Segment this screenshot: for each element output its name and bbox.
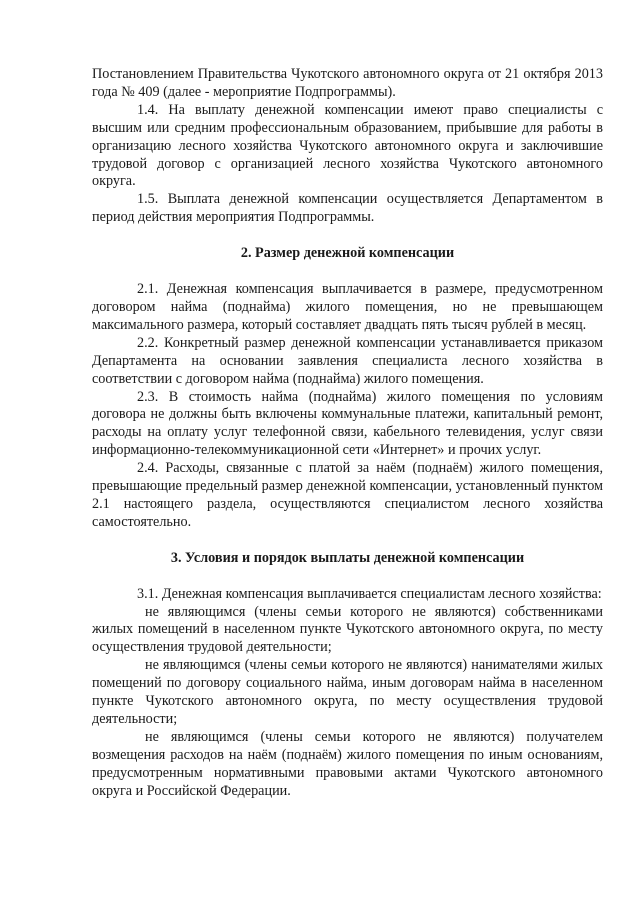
- section-3-heading: 3. Условия и порядок выплаты денежной компенсации: [170, 549, 525, 566]
- paragraph-intro-continuation: Постановлением Правительства Чукотского автономного округа от 21 октября 2013 года № 409 (далее - мероприятие Подпрограммы).: [92, 66, 603, 100]
- paragraph-2-1: 2.1. Денежная компенсация выплачивается в размере, предусмотренном договором найма (поднайма) жилого помещения, но не превышающем максимального размера, который составляет двадцать пять тысяч рублей в месяц.: [92, 281, 603, 333]
- section-2-heading: 2. Размер денежной компенсации: [240, 245, 455, 262]
- paragraph-2-2: 2.2. Конкретный размер денежной компенсации устанавливается приказом Департамента на основании заявления специалиста лесного хозяйства в соответствии с договором найма (поднайма) жилого помещения.: [92, 334, 603, 387]
- document-page: [92, 66, 603, 801]
- paragraph-3-1: 3.1. Денежная компенсация выплачивается специалистам лесного хозяйства:: [137, 585, 602, 602]
- list-item: не являющимся (члены семьи которого не являются) нанимателями жилых помещений по договору социального найма, иным договорам найма в населенном пункте Чукотского автономного округа, по месту осуществления трудовой деятельности;: [92, 657, 603, 727]
- paragraph-1-4: 1.4. На выплату денежной компенсации имеют право специалисты с высшим или средним профессиональным образованием, прибывшие для работы в организацию лесного хозяйства Чукотского автономного округа и заключившие трудовой договор с организацией лесного хозяйства Чукотского автономного округа.: [92, 101, 603, 190]
- list-item: не являющимся (члены семьи которого не являются) собственниками жилых помещений в населенном пункте Чукотского автономного округа, по месту осуществления трудовой деятельности;: [92, 603, 603, 656]
- list-item: не являющимся (члены семьи которого не являются) получателем возмещения расходов на наём (поднаём) жилого помещения по иным основаниям, предусмотренным нормативными правовыми актами Чукотского автономного округа и Российской Федерации.: [92, 728, 603, 799]
- paragraph-2-4: 2.4. Расходы, связанные с платой за наём (поднаём) жилого помещения, превышающие предельный размер денежной компенсации, установленный пунктом 2.1 настоящего раздела, осуществляются специалистом лесного хозяйства самостоятельно.: [92, 460, 603, 530]
- paragraph-1-5: 1.5. Выплата денежной компенсации осуществляется Департаментом в период действия мероприятия Подпрограммы.: [92, 191, 603, 226]
- paragraph-2-3: 2.3. В стоимость найма (поднайма) жилого помещения по условиям договора не должны быть включены коммунальные платежи, капитальный ремонт, расходы на оплату услуг телефонной связи, кабельного телевидения, услуг связи информационно-телекоммуникационной сети «Интернет» и прочих услуг.: [92, 388, 603, 459]
